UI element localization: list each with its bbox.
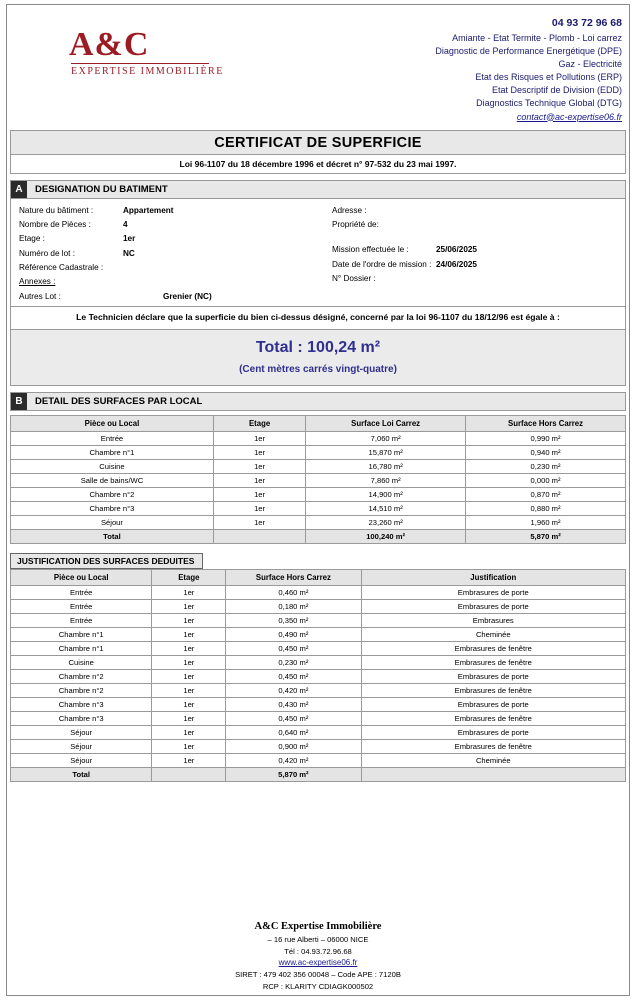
page-title: CERTIFICAT DE SUPERFICIE: [214, 134, 422, 151]
surfaces-table-wrap: [10, 415, 626, 544]
section-b-title: DETAIL DES SURFACES PAR LOCAL: [35, 395, 203, 407]
logo-text: A&C: [69, 26, 150, 63]
table-row: [11, 473, 626, 487]
table-cell: Cuisine: [11, 459, 214, 473]
table-cell: Chambre n°2: [11, 669, 152, 683]
field-lot-label: Numéro de lot :: [19, 248, 75, 258]
table-total-row: [11, 529, 626, 543]
table-cell: 1er: [213, 487, 305, 501]
footer-company: A&C Expertise Immobilière: [254, 920, 382, 932]
table-cell: 1er: [152, 697, 226, 711]
table-cell: 23,260 m²: [306, 515, 466, 529]
table-cell: Séjour: [11, 753, 152, 767]
table-cell: Cuisine: [11, 655, 152, 669]
declaration-text: Le Technicien déclare que la superficie du bien ci-dessus désigné, concerné par la loi 96-1107 du 18/12/96 est égale à :: [10, 307, 626, 330]
section-b-letter: B: [11, 393, 27, 410]
section-a-header: [10, 180, 626, 199]
table-row: [11, 487, 626, 501]
field-rooms-label: Nombre de Pièces :: [19, 219, 91, 229]
field-rooms-value: 4: [123, 219, 128, 229]
table-cell: 0,000 m²: [466, 473, 626, 487]
table-cell: Chambre n°2: [11, 487, 214, 501]
table-row: [11, 459, 626, 473]
table-row: [11, 613, 626, 627]
table-row: [11, 683, 626, 697]
field-annexes: [19, 275, 310, 289]
table-cell: Chambre n°1: [11, 641, 152, 655]
table-cell: Entrée: [11, 599, 152, 613]
table-cell: 0,640 m²: [226, 725, 361, 739]
table-cell: 1er: [152, 739, 226, 753]
services-line-1: Diagnostic de Performance Energétique (DPE): [435, 46, 622, 57]
table-row: [11, 585, 626, 599]
table-cell: Séjour: [11, 739, 152, 753]
col-local: Pièce ou Local: [11, 415, 214, 431]
table-cell: Chambre n°3: [11, 711, 152, 725]
contact-email-link[interactable]: contact@ac-expertise06.fr: [516, 111, 622, 122]
document-footer: [0, 919, 636, 992]
justification-table: [10, 569, 626, 782]
field-other-lots-label: Autres Lot :: [19, 291, 61, 301]
table-cell: 0,880 m²: [466, 501, 626, 515]
section-b-header: [10, 392, 626, 411]
field-nature: [19, 204, 310, 218]
services-line-3: Etat des Risques et Pollutions (ERP): [475, 72, 622, 83]
table-cell: Embrasures de fenêtre: [361, 655, 625, 669]
table-row: [11, 515, 626, 529]
table-cell: Embrasures de porte: [361, 725, 625, 739]
designation-spacer: [332, 232, 617, 243]
table-cell: 14,510 m²: [306, 501, 466, 515]
table-cell: Embrasures de porte: [361, 697, 625, 711]
field-mission-date-value: 25/06/2025: [436, 245, 477, 255]
table-cell: 1er: [152, 585, 226, 599]
table-cell: 1er: [213, 445, 305, 459]
table-cell: 0,990 m²: [466, 431, 626, 445]
table-header-row: [11, 415, 626, 431]
table-cell: Embrasures de fenêtre: [361, 711, 625, 725]
table-cell: Salle de bains/WC: [11, 473, 214, 487]
field-dossier-label: N° Dossier :: [332, 273, 376, 283]
surfaces-table: [10, 415, 626, 544]
table-cell: 0,460 m²: [226, 585, 361, 599]
field-floor-label: Etage :: [19, 234, 45, 244]
footer-website-link[interactable]: www.ac-expertise06.fr: [278, 958, 358, 968]
field-dossier: [332, 272, 617, 286]
table-cell: 15,870 m²: [306, 445, 466, 459]
table-cell: 1er: [152, 683, 226, 697]
table-cell: 1er: [213, 515, 305, 529]
contact-phone: 04 93 72 96 68: [551, 17, 622, 29]
table-cell: 0,420 m²: [226, 753, 361, 767]
total-box: [10, 330, 626, 386]
table-cell: 1er: [152, 655, 226, 669]
field-nature-value: Appartement: [123, 205, 174, 215]
services-line-2: Gaz - Electricité: [558, 59, 622, 70]
table-cell: Embrasures de porte: [361, 669, 625, 683]
table-cell: 1er: [152, 613, 226, 627]
table-row: [11, 739, 626, 753]
field-floor-value: 1er: [123, 234, 136, 244]
table-cell: 1er: [152, 669, 226, 683]
section-a-title: DESIGNATION DU BATIMENT: [35, 183, 168, 195]
table-cell: 1er: [152, 599, 226, 613]
table-cell: Total: [11, 767, 152, 781]
table-cell: 14,900 m²: [306, 487, 466, 501]
table-row: [11, 445, 626, 459]
logo-rule: [71, 63, 209, 64]
field-other-lots-value: Grenier (NC): [163, 291, 212, 301]
table-cell: [213, 529, 305, 543]
table-cell: 1er: [152, 641, 226, 655]
table-cell: 0,350 m²: [226, 613, 361, 627]
field-order-date-value: 24/06/2025: [436, 259, 477, 269]
table-row: [11, 697, 626, 711]
field-address-label: Adresse :: [332, 205, 367, 215]
law-reference: Loi 96-1107 du 18 décembre 1996 et décret n° 97-532 du 23 mai 1997.: [11, 155, 625, 173]
table-cell: Chambre n°2: [11, 683, 152, 697]
document-header: [10, 8, 626, 128]
table-cell: 7,860 m²: [306, 473, 466, 487]
table-cell: 0,870 m²: [466, 487, 626, 501]
jcol-hors-carrez: Surface Hors Carrez: [226, 569, 361, 585]
total-value: Total : 100,24 m²: [255, 338, 381, 356]
jcol-justification: Justification: [361, 569, 625, 585]
table-row: [11, 641, 626, 655]
table-total-row: [11, 767, 626, 781]
table-cell: 0,450 m²: [226, 711, 361, 725]
table-row: [11, 599, 626, 613]
field-rooms: [19, 218, 310, 232]
table-row: [11, 431, 626, 445]
table-cell: Chambre n°3: [11, 501, 214, 515]
table-cell: 1er: [213, 501, 305, 515]
table-cell: 0,420 m²: [226, 683, 361, 697]
field-owner: [332, 218, 617, 232]
table-cell: Entrée: [11, 431, 214, 445]
table-cell: Cheminée: [361, 753, 625, 767]
table-cell: Embrasures de porte: [361, 585, 625, 599]
section-a-letter: A: [11, 181, 27, 198]
table-cell: 0,940 m²: [466, 445, 626, 459]
table-row: [11, 501, 626, 515]
table-cell: Embrasures de porte: [361, 599, 625, 613]
title-bar: [11, 131, 625, 155]
company-logo: [14, 14, 234, 77]
col-etage: Etage: [213, 415, 305, 431]
justification-table-wrap: [10, 569, 626, 782]
table-cell: 0,230 m²: [226, 655, 361, 669]
table-cell: 1er: [213, 459, 305, 473]
table-cell: 1er: [152, 725, 226, 739]
table-cell: 100,240 m²: [306, 529, 466, 543]
services-line-0: Amiante - Etat Termite - Plomb - Loi carrez: [452, 33, 622, 44]
contact-block: [435, 14, 622, 124]
table-cell: Embrasures: [361, 613, 625, 627]
table-row: [11, 711, 626, 725]
designation-box: [10, 199, 626, 307]
table-cell: Chambre n°1: [11, 445, 214, 459]
table-cell: Entrée: [11, 585, 152, 599]
table-cell: 0,230 m²: [466, 459, 626, 473]
table-row: [11, 627, 626, 641]
field-lot-value: NC: [123, 248, 135, 258]
table-cell: Total: [11, 529, 214, 543]
jcol-etage: Etage: [152, 569, 226, 585]
field-lot: [19, 247, 310, 261]
table-cell: Cheminée: [361, 627, 625, 641]
table-row: [11, 669, 626, 683]
field-owner-label: Propriété de:: [332, 219, 379, 229]
jcol-local: Pièce ou Local: [11, 569, 152, 585]
field-order-date-label: Date de l'ordre de mission :: [332, 259, 432, 269]
table-row: [11, 655, 626, 669]
services-line-4: Etat Descriptif de Division (EDD): [491, 85, 622, 96]
designation-left: [11, 204, 318, 304]
table-cell: 1,960 m²: [466, 515, 626, 529]
table-cell: [152, 767, 226, 781]
field-nature-label: Nature du bâtiment :: [19, 205, 94, 215]
footer-address: – 16 rue Alberti – 06000 NICE: [267, 935, 369, 945]
table-cell: 0,430 m²: [226, 697, 361, 711]
logo-subtitle: EXPERTISE IMMOBILIÈRE: [71, 66, 224, 77]
footer-rcp: RCP : KLARITY CDIAGK000502: [262, 981, 374, 991]
table-cell: 5,870 m²: [466, 529, 626, 543]
table-cell: 1er: [152, 753, 226, 767]
table-cell: Embrasures de fenêtre: [361, 739, 625, 753]
field-mission-date: [332, 243, 617, 257]
table-cell: 5,870 m²: [226, 767, 361, 781]
field-annexes-label: Annexes :: [19, 277, 56, 287]
footer-siret: SIRET : 479 402 356 00048 – Code APE : 7120B: [235, 970, 401, 980]
table-cell: 0,900 m²: [226, 739, 361, 753]
table-row: [11, 725, 626, 739]
field-other-lots: [19, 290, 310, 304]
table-cell: 0,450 m²: [226, 669, 361, 683]
table-cell: 1er: [213, 473, 305, 487]
table-cell: Chambre n°1: [11, 627, 152, 641]
table-cell: Embrasures de fenêtre: [361, 641, 625, 655]
field-floor: [19, 232, 310, 246]
justification-title: JUSTIFICATION DES SURFACES DEDUITES: [10, 553, 203, 569]
footer-phone: Tél : 04.93.72.96.68: [284, 946, 352, 956]
table-cell: 1er: [213, 431, 305, 445]
designation-right: [318, 204, 625, 304]
table-cell: 1er: [152, 627, 226, 641]
field-cadastre-label: Référence Cadastrale :: [19, 262, 104, 272]
field-mission-date-label: Mission effectuée le :: [332, 245, 409, 255]
table-cell: Embrasures de fenêtre: [361, 683, 625, 697]
table-cell: 0,490 m²: [226, 627, 361, 641]
field-address: [332, 204, 617, 218]
services-line-5: Diagnostics Technique Global (DTG): [476, 98, 622, 109]
table-cell: Chambre n°3: [11, 697, 152, 711]
table-cell: 1er: [152, 711, 226, 725]
table-cell: 0,450 m²: [226, 641, 361, 655]
col-carrez: Surface Loi Carrez: [306, 415, 466, 431]
table-header-row: [11, 569, 626, 585]
total-words: (Cent mètres carrés vingt-quatre): [239, 363, 397, 375]
table-cell: 7,060 m²: [306, 431, 466, 445]
field-order-date: [332, 258, 617, 272]
table-cell: Séjour: [11, 725, 152, 739]
table-cell: Entrée: [11, 613, 152, 627]
col-hors-carrez: Surface Hors Carrez: [466, 415, 626, 431]
table-cell: [361, 767, 625, 781]
table-cell: 16,780 m²: [306, 459, 466, 473]
table-cell: 0,180 m²: [226, 599, 361, 613]
table-cell: Séjour: [11, 515, 214, 529]
field-cadastre: [19, 261, 310, 275]
title-block: [10, 130, 626, 174]
table-row: [11, 753, 626, 767]
